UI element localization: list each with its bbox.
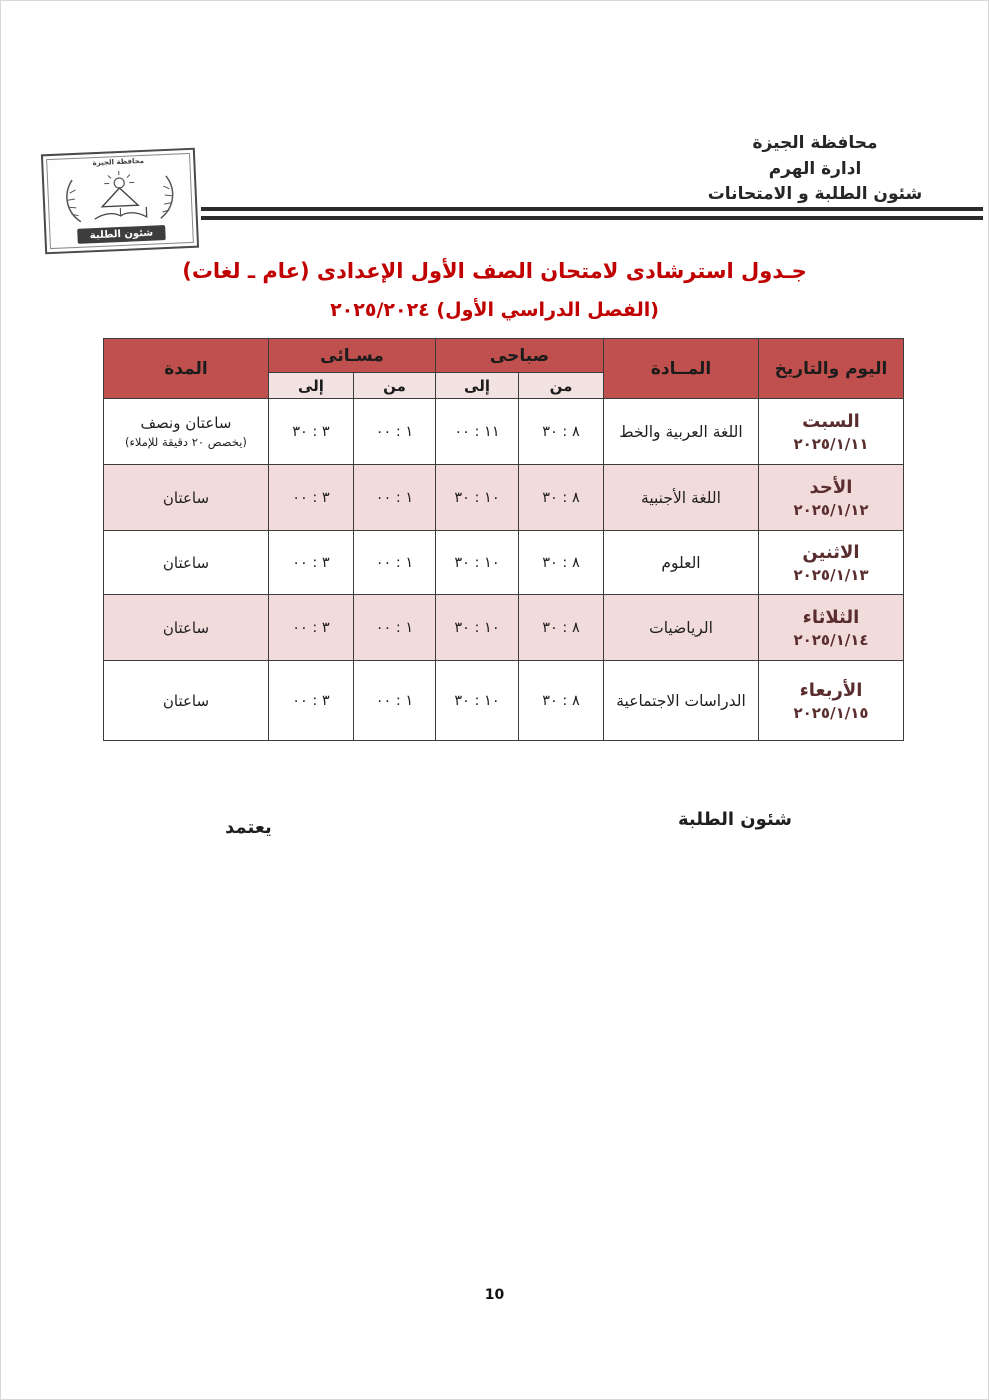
page-number: 10 (484, 1287, 505, 1303)
day-date-cell (759, 399, 904, 465)
col-header-evening-to: إلى (268, 373, 353, 399)
header-divider (201, 207, 983, 220)
document-subtitle: (الفصل الدراسي الأول) ٢٠٢٥/٢٠٢٤ (330, 299, 659, 321)
letterhead (670, 131, 960, 208)
evening-from-cell: ١ : ٠٠ (353, 531, 435, 595)
duration-cell (103, 595, 268, 661)
divider-line-top (201, 207, 983, 211)
day-name: الأربعاء (799, 679, 863, 701)
col-header-day-date: اليوم والتاريخ (759, 339, 904, 399)
table-header-row (103, 339, 903, 373)
table-row (103, 661, 903, 741)
subject-cell: اللغة الأجنبية (604, 465, 759, 531)
duration-cell (103, 661, 268, 741)
morning-to-cell: ١٠ : ٣٠ (435, 595, 518, 661)
subject-cell: اللغة العربية والخط (604, 399, 759, 465)
duration-text: ساعتان (162, 553, 210, 572)
day-name: الأحد (809, 476, 853, 498)
duration-cell (103, 465, 268, 531)
divider-line-bottom (201, 216, 983, 220)
evening-from-cell: ١ : ٠٠ (353, 661, 435, 741)
morning-from-cell: ٨ : ٣٠ (519, 531, 604, 595)
duration-text: ساعتان (162, 488, 210, 507)
col-header-duration: المدة (103, 339, 268, 399)
evening-from-cell: ١ : ٠٠ (353, 595, 435, 661)
day-date-cell (759, 595, 904, 661)
letterhead-line-governorate: محافظة الجيزة (752, 133, 878, 153)
exam-date: ٢٠٢٥/١/١٢ (793, 501, 869, 520)
school-stamp (41, 148, 199, 255)
morning-from-cell: ٨ : ٣٠ (519, 661, 604, 741)
day-name: الثلاثاء (802, 606, 860, 628)
morning-from-cell: ٨ : ٣٠ (519, 595, 604, 661)
duration-note: (يخصص ٢٠ دقيقة للإملاء) (125, 435, 247, 449)
col-header-morning-from: من (519, 373, 604, 399)
duration-cell (103, 399, 268, 465)
col-header-evening-from: من (353, 373, 435, 399)
evening-from-cell: ١ : ٠٠ (353, 465, 435, 531)
evening-to-cell: ٣ : ٠٠ (268, 465, 353, 531)
signature-student-affairs: شئون الطلبة (677, 809, 792, 830)
table-row (103, 531, 903, 595)
evening-to-cell: ٣ : ٣٠ (268, 399, 353, 465)
col-header-morning: صباحى (435, 339, 603, 373)
exam-date: ٢٠٢٥/١/١٣ (793, 566, 869, 585)
duration-text: ساعتان (162, 618, 210, 637)
subject-cell: العلوم (604, 531, 759, 595)
table-row (103, 399, 903, 465)
day-date-cell (759, 661, 904, 741)
table-row (103, 465, 903, 531)
evening-to-cell: ٣ : ٠٠ (268, 661, 353, 741)
duration-text: ساعتان (162, 691, 210, 710)
document-title: جـدول استرشادى لامتحان الصف الأول الإعدادى (عام ـ لغات) (182, 259, 807, 283)
stamp-bottom-text: شئون الطلبة (78, 225, 166, 244)
evening-to-cell: ٣ : ٠٠ (268, 531, 353, 595)
exam-date: ٢٠٢٥/١/١٤ (793, 631, 869, 650)
school-stamp-frame (46, 153, 194, 249)
evening-from-cell: ١ : ٠٠ (353, 399, 435, 465)
duration-text: ساعتان ونصف (140, 414, 232, 432)
col-header-subject: المــادة (604, 339, 759, 399)
morning-to-cell: ١١ : ٠٠ (435, 399, 518, 465)
col-header-morning-to: إلى (435, 373, 518, 399)
morning-from-cell: ٨ : ٣٠ (519, 399, 604, 465)
subject-cell: الرياضيات (604, 595, 759, 661)
evening-to-cell: ٣ : ٠٠ (268, 595, 353, 661)
day-name: السبت (802, 410, 860, 432)
day-date-cell (759, 465, 904, 531)
morning-to-cell: ١٠ : ٣٠ (435, 531, 518, 595)
signature-approved: يعتمد (225, 817, 272, 838)
morning-to-cell: ١٠ : ٣٠ (435, 661, 518, 741)
letterhead-line-administration: ادارة الهرم (768, 158, 862, 179)
day-date-cell (759, 531, 904, 595)
school-emblem-icon (49, 166, 191, 226)
morning-to-cell: ١٠ : ٣٠ (435, 465, 518, 531)
subject-cell: الدراسات الاجتماعية (604, 661, 759, 741)
stamp-top-text: محافظة الجيزة (92, 156, 145, 168)
col-header-evening: مسـائى (268, 339, 435, 373)
letterhead-line-department: شئون الطلبة و الامتحانات (707, 184, 923, 204)
day-name: الاثنين (802, 541, 860, 563)
table-row (103, 595, 903, 661)
exam-date: ٢٠٢٥/١/١١ (793, 435, 869, 454)
exam-schedule-table (103, 338, 904, 741)
morning-from-cell: ٨ : ٣٠ (519, 465, 604, 531)
duration-cell (103, 531, 268, 595)
exam-date: ٢٠٢٥/١/١٥ (793, 704, 869, 723)
